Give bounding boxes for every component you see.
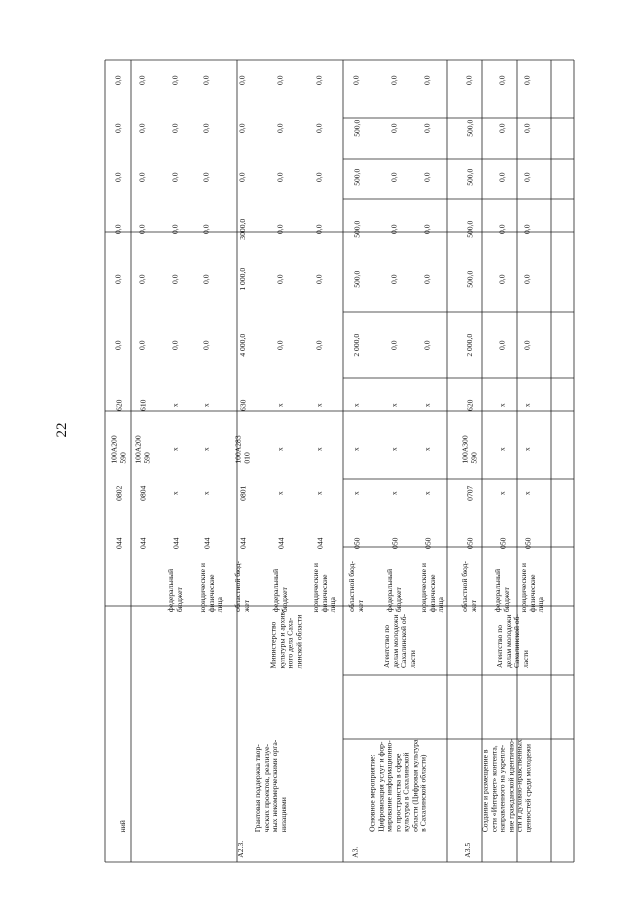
grbs-code: 044 xyxy=(113,537,123,549)
amount-value: 0,0 xyxy=(497,224,507,234)
amount-value: 0,0 xyxy=(422,123,432,133)
row-code: А2.3. xyxy=(236,840,246,858)
grbs-code: 044 xyxy=(201,537,211,549)
amount-value: 500,0 xyxy=(351,168,361,186)
amount-value: 0,0 xyxy=(137,274,147,284)
grbs-code: 050 xyxy=(351,537,361,549)
amount-value: 2 000,0 xyxy=(351,333,361,357)
amount-value: 0,0 xyxy=(464,75,474,85)
amount-value: 3000,0 xyxy=(237,218,247,240)
section-code: х xyxy=(497,490,507,495)
amount-value: 0,0 xyxy=(389,172,399,182)
expense-type-code: х xyxy=(522,402,532,407)
amount-value: 0,0 xyxy=(201,224,211,234)
page-number: 22 xyxy=(54,422,70,438)
row-name: Создание и размещение в сети «Интернет» контента, направленного на укрепле- ние гражданской идентично- сти и духовно-нравственных ценностей среди молодежи xyxy=(479,738,532,832)
amount-value: 0,0 xyxy=(275,274,285,284)
amount-value: 0,0 xyxy=(422,274,432,284)
grbs-code: 044 xyxy=(314,537,324,549)
amount-value: 0,0 xyxy=(497,274,507,284)
target-code: 100А200 590 xyxy=(109,434,128,464)
amount-value: 0,0 xyxy=(522,75,532,85)
amount-value: 0,0 xyxy=(170,75,180,85)
amount-value: 0,0 xyxy=(201,172,211,182)
expense-type-code: х xyxy=(497,402,507,407)
grbs-code: 050 xyxy=(522,537,532,549)
amount-value: 500,0 xyxy=(351,220,361,238)
amount-value: 0,0 xyxy=(497,75,507,85)
amount-value: 500,0 xyxy=(351,119,361,137)
amount-value: 0,0 xyxy=(237,123,247,133)
section-code: х xyxy=(522,490,532,495)
budget-source: федеральный бюджет xyxy=(271,568,289,613)
amount-value: 0,0 xyxy=(497,123,507,133)
amount-value: 0,0 xyxy=(314,274,324,284)
amount-value: 0,0 xyxy=(113,123,123,133)
target-code: х xyxy=(170,446,180,451)
amount-value: 0,0 xyxy=(170,123,180,133)
section-code: х xyxy=(170,490,180,495)
amount-value: 0,0 xyxy=(137,172,147,182)
expense-type-code: х xyxy=(275,402,285,407)
target-code: х xyxy=(422,446,432,451)
target-code: х xyxy=(275,446,285,451)
amount-value: 0,0 xyxy=(314,340,324,350)
amount-value: 0,0 xyxy=(170,172,180,182)
expense-type-code: х xyxy=(422,402,432,407)
target-code: х xyxy=(497,446,507,451)
amount-value: 500,0 xyxy=(464,270,474,288)
row-code: А3.5 xyxy=(463,842,473,858)
expense-type-code: 620 xyxy=(464,399,474,411)
target-code: 100А300 590 xyxy=(460,434,479,464)
budget-source: федеральный бюджет xyxy=(385,568,403,613)
amount-value: 0,0 xyxy=(201,340,211,350)
amount-value: 0,0 xyxy=(201,274,211,284)
section-code: х xyxy=(314,490,324,495)
amount-value: 500,0 xyxy=(464,220,474,238)
budget-source: юридические и физические лица xyxy=(518,562,545,612)
budget-source: областной бюд- жет xyxy=(232,561,251,612)
expense-type-code: х xyxy=(201,402,211,407)
target-code: х xyxy=(201,446,211,451)
amount-value: 0,0 xyxy=(113,75,123,85)
amount-value: 0,0 xyxy=(275,224,285,234)
amount-value: 0,0 xyxy=(497,172,507,182)
amount-value: 0,0 xyxy=(137,75,147,85)
amount-value: 0,0 xyxy=(170,274,180,284)
amount-value: 0,0 xyxy=(113,224,123,234)
grbs-code: 044 xyxy=(170,537,180,549)
amount-value: 0,0 xyxy=(201,75,211,85)
amount-value: 0,0 xyxy=(522,340,532,350)
amount-value: 0,0 xyxy=(497,340,507,350)
budget-source: юридические и физические лица xyxy=(197,562,224,612)
amount-value: 500,0 xyxy=(351,270,361,288)
row-name: Основное мероприятие: Цифровизация услуг и фор- мирование информационно- го пространства в сфере культуры в Сахалинской области (Цифровая культура в Сахалинской области) xyxy=(367,739,428,832)
section-code: х xyxy=(275,490,285,495)
section-code: 0804 xyxy=(137,485,147,501)
section-code: х xyxy=(422,490,432,495)
amount-value: 0,0 xyxy=(389,340,399,350)
amount-value: 0,0 xyxy=(422,172,432,182)
amount-value: 0,0 xyxy=(314,224,324,234)
expense-type-code: х xyxy=(351,402,361,407)
amount-value: 0,0 xyxy=(522,224,532,234)
section-code: 0801 xyxy=(237,485,247,501)
amount-value: 0,0 xyxy=(137,224,147,234)
amount-value: 0,0 xyxy=(389,75,399,85)
amount-value: 0,0 xyxy=(113,172,123,182)
row-name: ний xyxy=(117,819,127,832)
amount-value: 0,0 xyxy=(422,75,432,85)
budget-source: юридические и физические лица xyxy=(310,562,337,612)
target-code: х xyxy=(522,446,532,451)
amount-value: 0,0 xyxy=(389,123,399,133)
expense-type-code: 620 xyxy=(113,399,123,411)
target-code: х xyxy=(351,446,361,451)
amount-value: 0,0 xyxy=(389,224,399,234)
amount-value: 500,0 xyxy=(464,168,474,186)
section-code: х xyxy=(201,490,211,495)
amount-value: 0,0 xyxy=(237,75,247,85)
amount-value: 0,0 xyxy=(522,172,532,182)
amount-value: 0,0 xyxy=(522,274,532,284)
amount-value: 0,0 xyxy=(275,172,285,182)
grbs-code: 050 xyxy=(497,537,507,549)
grbs-code: 050 xyxy=(389,537,399,549)
amount-value: 0,0 xyxy=(170,224,180,234)
amount-value: 0,0 xyxy=(522,123,532,133)
amount-value: 0,0 xyxy=(275,123,285,133)
expense-type-code: 630 xyxy=(237,399,247,411)
amount-value: 0,0 xyxy=(351,75,361,85)
amount-value: 0,0 xyxy=(314,123,324,133)
amount-value: 0,0 xyxy=(314,75,324,85)
row-executor: Министерство культуры и архив- ного дела Саха- линской области xyxy=(267,609,303,668)
amount-value: 0,0 xyxy=(201,123,211,133)
section-code: 0802 xyxy=(113,485,123,501)
budget-source: федеральный бюджет xyxy=(166,568,184,613)
amount-value: 0,0 xyxy=(389,274,399,284)
amount-value: 0,0 xyxy=(422,224,432,234)
amount-value: 0,0 xyxy=(113,340,123,350)
target-code: х xyxy=(314,446,324,451)
amount-value: 4 000,0 xyxy=(237,333,247,357)
expense-type-code: х xyxy=(389,402,399,407)
section-code: х xyxy=(351,490,361,495)
section-code: х xyxy=(389,490,399,495)
target-code: х xyxy=(389,446,399,451)
grbs-code: 044 xyxy=(237,537,247,549)
budget-source: областной бюд- жет xyxy=(346,561,365,612)
amount-value: 0,0 xyxy=(275,75,285,85)
row-code: А3. xyxy=(350,846,360,858)
grbs-code: 050 xyxy=(464,537,474,549)
expense-type-code: 610 xyxy=(137,399,147,411)
section-code: 0707 xyxy=(464,485,474,501)
row-name: Грантовая поддержка твор- ческих проектов, реализуе- мых некоммерческими орга- низациями xyxy=(253,739,288,833)
amount-value: 2 000,0 xyxy=(464,333,474,357)
budget-source: областной бюд- жет xyxy=(459,561,478,612)
amount-value: 0,0 xyxy=(137,123,147,133)
amount-value: 0,0 xyxy=(422,340,432,350)
budget-source: федеральный бюджет xyxy=(493,568,511,613)
amount-value: 0,0 xyxy=(170,340,180,350)
expense-type-code: х xyxy=(314,402,324,407)
target-code: 100А200 590 xyxy=(133,434,152,464)
amount-value: 0,0 xyxy=(237,172,247,182)
grbs-code: 044 xyxy=(275,537,285,549)
budget-source: юридические и физические лица xyxy=(418,562,445,612)
grbs-code: 044 xyxy=(137,537,147,549)
row-executor: Агентство по делам молодежи Сахалинской об- ласти xyxy=(495,613,530,669)
amount-value: 0,0 xyxy=(137,340,147,350)
amount-value: 500,0 xyxy=(464,119,474,137)
amount-value: 1 000,0 xyxy=(237,267,247,291)
grbs-code: 050 xyxy=(422,537,432,549)
expense-type-code: х xyxy=(170,402,180,407)
amount-value: 0,0 xyxy=(314,172,324,182)
row-executor: Агентство по делам молодежи Сахалинской об- ласти xyxy=(382,613,417,669)
target-code: 100А283 010 xyxy=(233,434,252,464)
amount-value: 0,0 xyxy=(275,340,285,350)
amount-value: 0,0 xyxy=(113,274,123,284)
